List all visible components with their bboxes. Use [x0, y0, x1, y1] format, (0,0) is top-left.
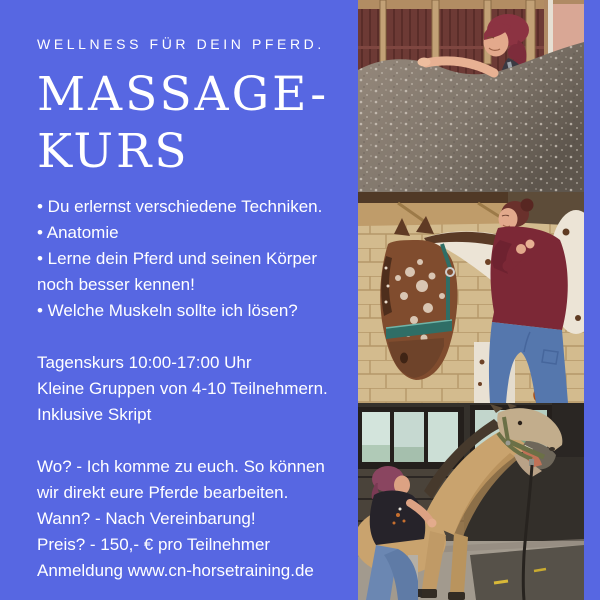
- info-price: Preis? - 150,- € pro Teilnehmer: [37, 535, 271, 554]
- bullet-item-techniques: • Du erlernst verschiedene Techniken.: [37, 197, 323, 216]
- bullet-item-anatomy: • Anatomie: [37, 223, 119, 242]
- dun-horse-illustration: [358, 403, 584, 600]
- info-registration-url: Anmeldung www.cn-horsetraining.de: [37, 561, 314, 580]
- bullet-item-muscles: • Welche Muskeln sollte ich lösen?: [37, 301, 298, 320]
- page-title: [37, 66, 349, 180]
- tagline: WELLNESS FÜR DEIN PFERD.: [37, 36, 325, 52]
- course-details-time: Tagenskurs 10:00-17:00 Uhr: [37, 353, 252, 372]
- appaloosa-illustration: [358, 192, 584, 403]
- bullet-list: [37, 194, 349, 324]
- dun-horse-massage-photo: [358, 403, 584, 600]
- info-when: Wann? - Nach Vereinbarung!: [37, 509, 256, 528]
- appaloosa-massage-photo: [358, 192, 584, 403]
- course-details-groupsize: Kleine Gruppen von 4-10 Teilnehmern.: [37, 379, 328, 398]
- bullet-item-know-your-horse: • Lerne dein Pferd und seinen Körper noch besser kennen!: [37, 249, 318, 294]
- title-line-1: MASSAGE-: [37, 67, 330, 122]
- info-where: Wo? - Ich komme zu euch. So können wir direkt eure Pferde bearbeiten.: [37, 457, 325, 502]
- course-details-script: Inklusive Skript: [37, 405, 152, 424]
- photo-column: [358, 0, 584, 600]
- course-details-block: [37, 350, 349, 428]
- flyer-text-column: [37, 0, 349, 584]
- grey-horse-illustration: [358, 0, 584, 192]
- info-block: [37, 454, 349, 584]
- grey-horse-massage-photo: [358, 0, 584, 192]
- title-line-2: KURS: [37, 124, 190, 179]
